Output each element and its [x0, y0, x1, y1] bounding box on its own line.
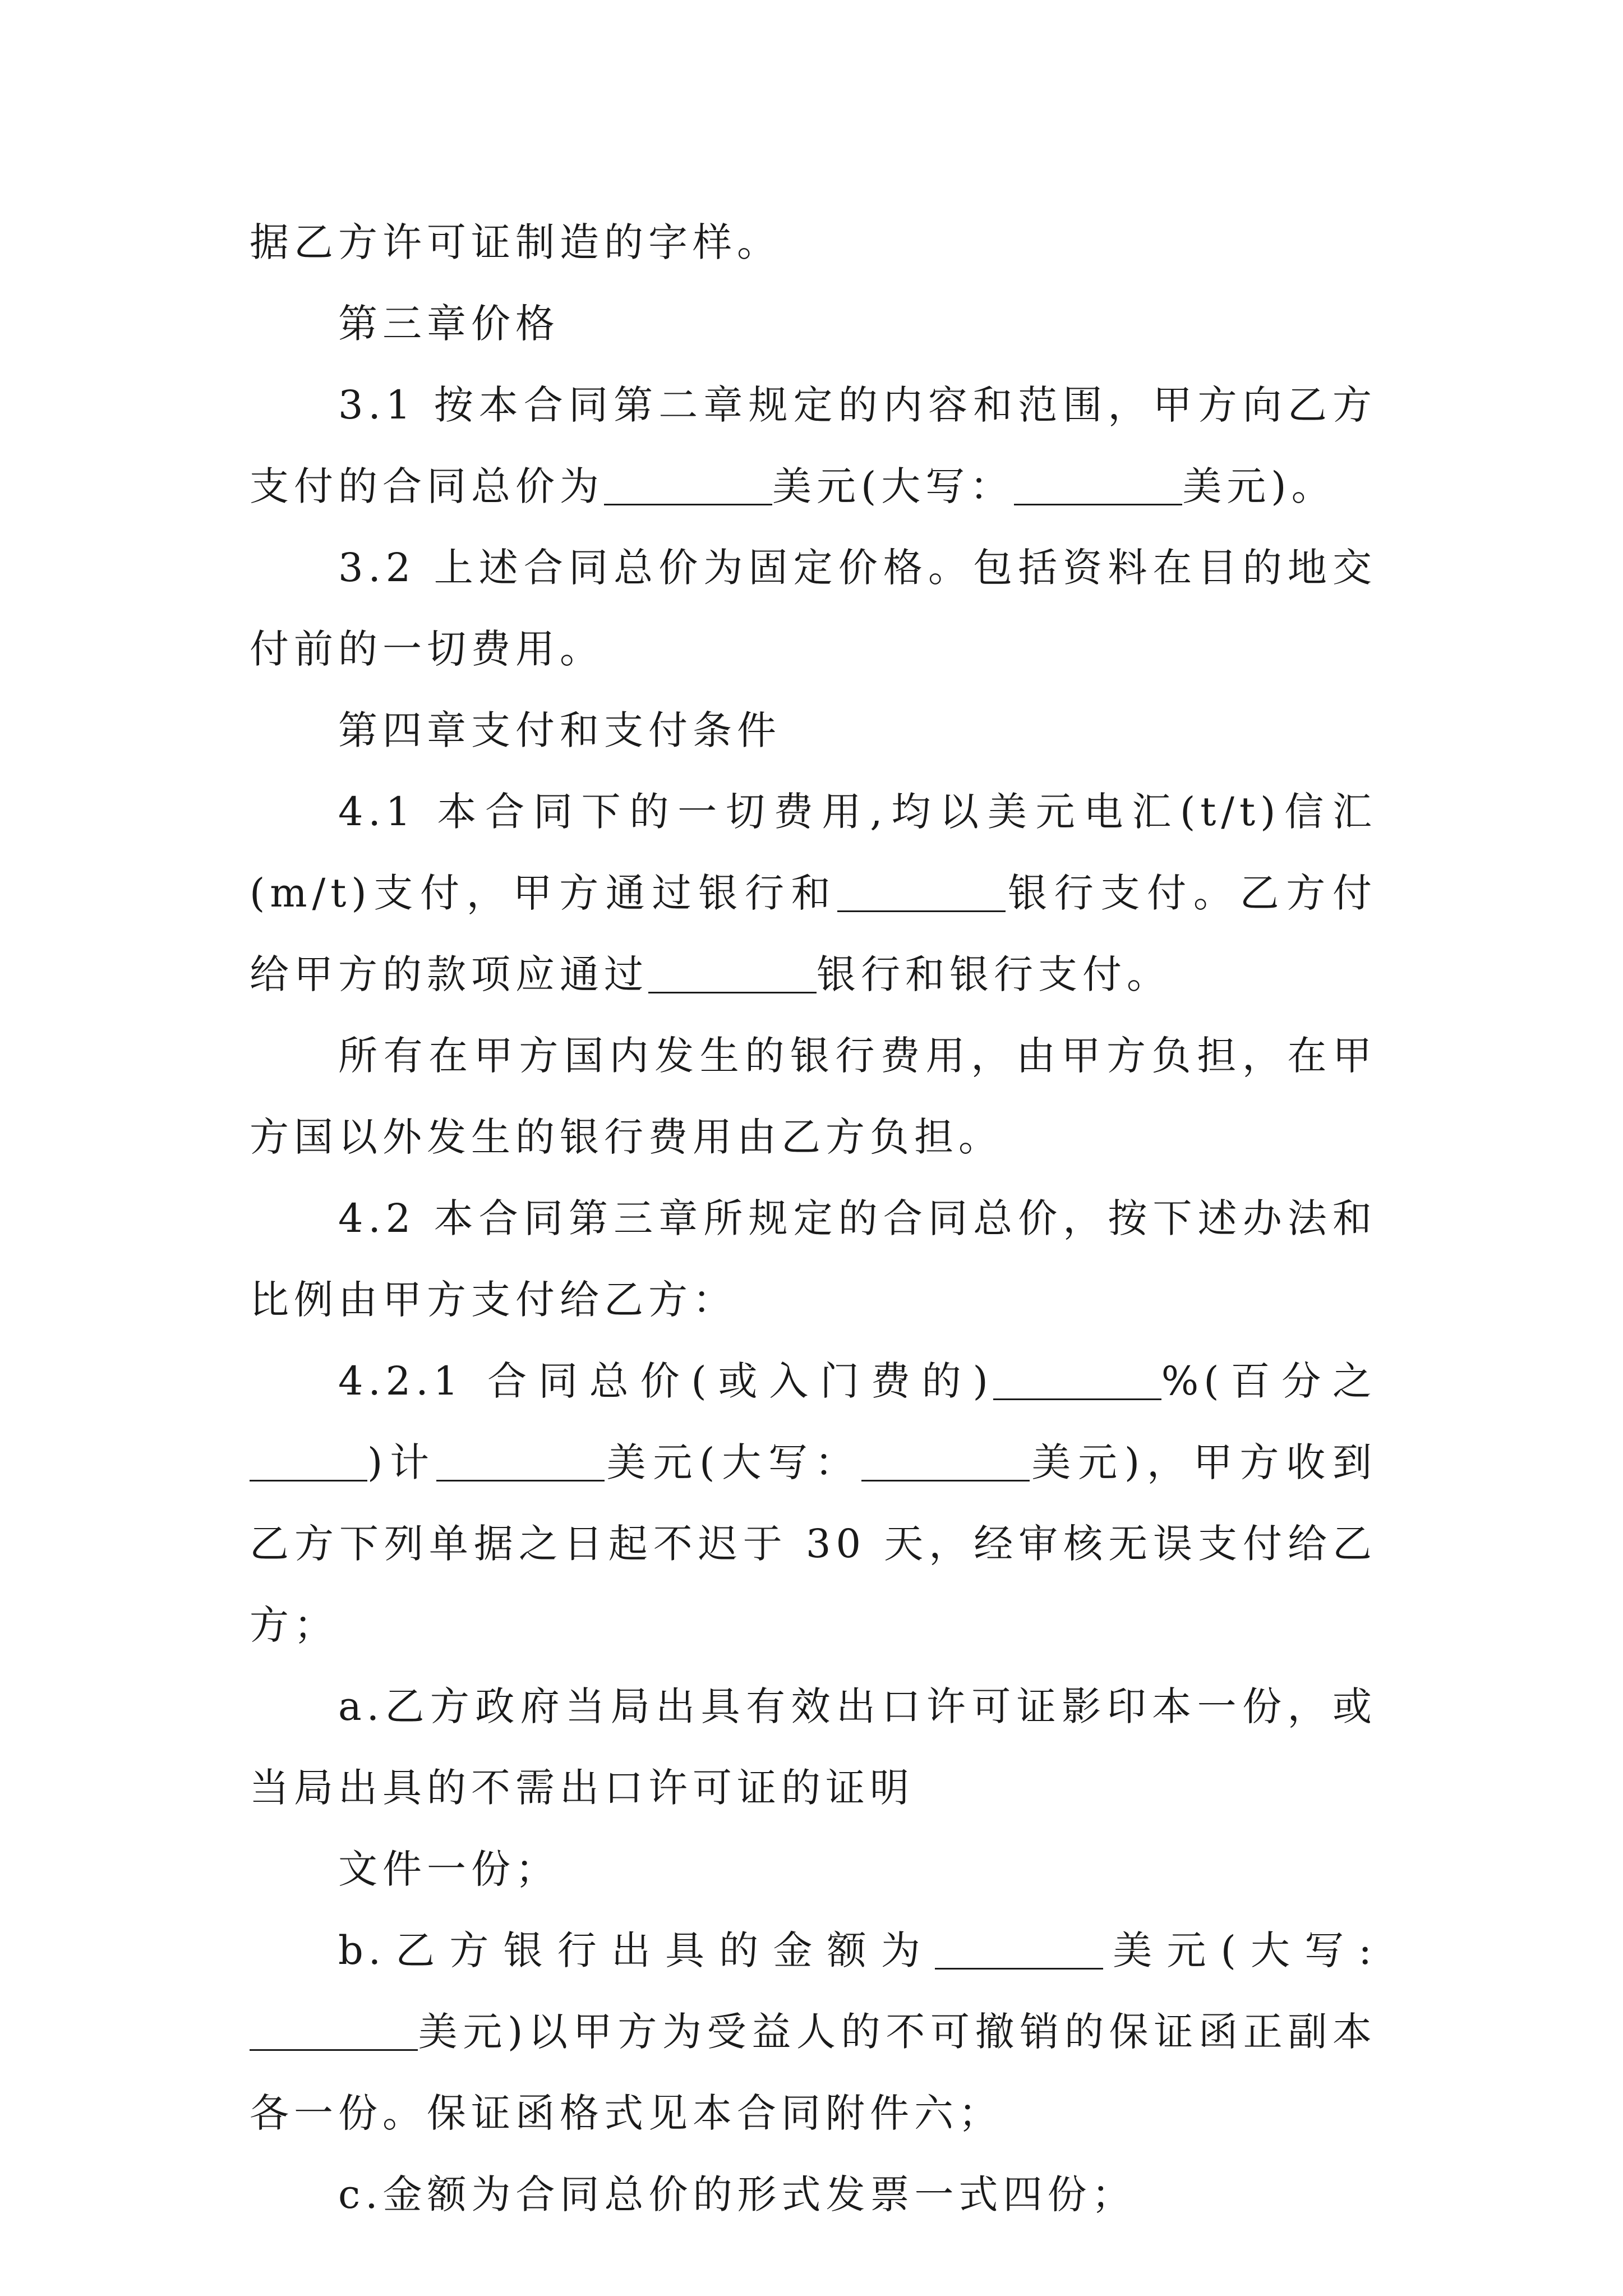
- blank-percent-words: [250, 1479, 367, 1481]
- item-a: a.乙方政府当局出具有效出口许可证影印本一份，或当局出具的不需出口许可证的证明: [250, 1683, 1377, 1811]
- blank-guarantee-amount: [935, 1967, 1103, 1970]
- clause-3-2: 3.2 上述合同总价为固定价格。包括资料在目的地交付前的一切费用。: [250, 545, 1377, 672]
- paragraph-bank-charges: 所有在甲方国内发生的银行费用，由甲方负担，在甲方国以外发生的银行费用由乙方负担。: [250, 1033, 1377, 1160]
- paragraph-licence-marking: 据乙方许可证制造的字样。: [250, 219, 781, 265]
- document-page: [250, 202, 1377, 2235]
- blank-bank-b: [648, 991, 817, 993]
- item-b: b.乙方银行出具的金额为 美元(大写:美元)以甲方为受益人的不可撤销的保证函正副本各一份。保证函格式见本合同附件六；: [250, 1927, 1377, 2136]
- blank-amount: [436, 1479, 605, 1481]
- blank-total-price: [604, 503, 772, 505]
- blank-bank-a: [837, 910, 1006, 912]
- chapter-4-heading: 第四章支付和支付条件: [338, 707, 781, 753]
- clause-4-2: 4.2 本合同第三章所规定的合同总价，按下述办法和比例由甲方支付给乙方：: [250, 1195, 1377, 1323]
- item-a-continued: 文件一份；: [338, 1846, 560, 1892]
- blank-total-price-words: [1014, 503, 1182, 505]
- blank-percent: [993, 1398, 1161, 1400]
- blank-guarantee-amount-words: [250, 2049, 418, 2051]
- chapter-3-heading: 第三章价格: [338, 301, 560, 347]
- clause-3-1: 3.1 按本合同第二章规定的内容和范围，甲方向乙方支付的合同总价为 美元(大写： 美元)。: [250, 382, 1377, 509]
- blank-amount-words: [861, 1479, 1030, 1481]
- clause-4-2-1: 4.2.1 合同总价(或入门费的) %(百分之)计 美元(大写： 美元)，甲方收到乙方下列单据之日起不迟于 30 天，经审核无误支付给乙方；: [250, 1358, 1377, 1648]
- clause-4-1: 4.1 本合同下的一切费用,均以美元电汇(t/t)信汇(m/t)支付，甲方通过银行和 银行支付。乙方付给甲方的款项应通过 银行和银行支付。: [250, 789, 1377, 997]
- item-c: c.金额为合同总价的形式发票一式四份；: [338, 2171, 1136, 2217]
